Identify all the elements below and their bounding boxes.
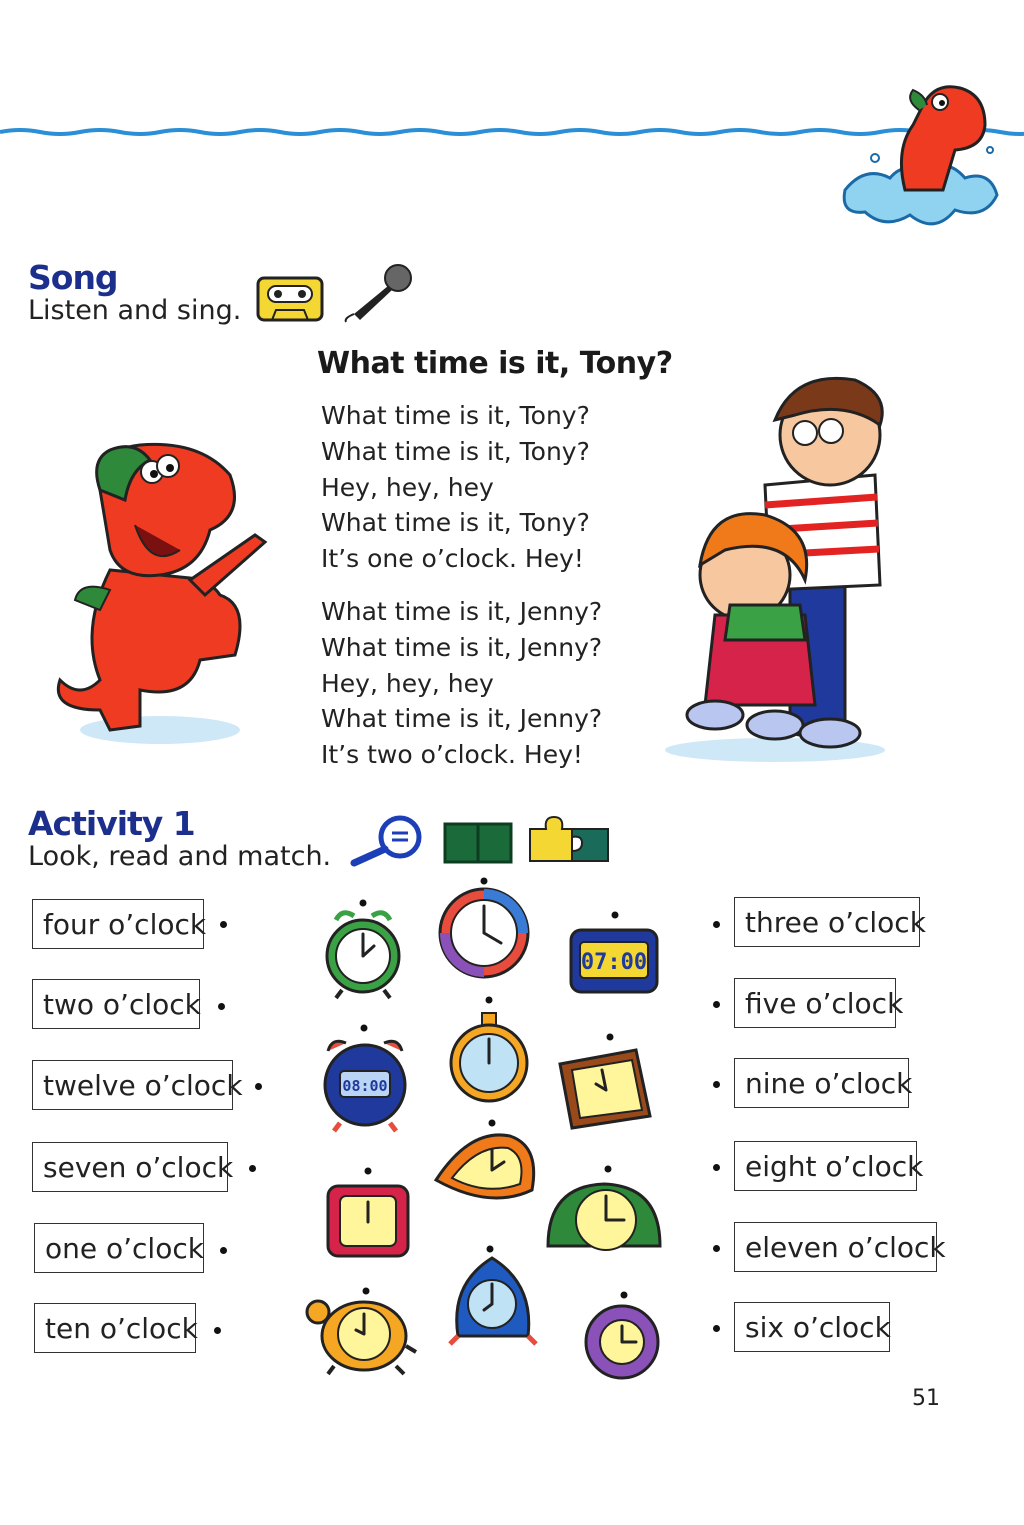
match-dot[interactable] [218,1003,225,1010]
digital-time-8: 08:00 [342,1077,388,1095]
book-icon [443,822,513,864]
clock-purple-round [580,1290,666,1380]
lyric-line: It’s two o’clock. Hey! [321,740,583,770]
children-illustration [655,365,895,765]
red-dinosaur-illustration [40,430,280,750]
clock-rainbow [434,876,534,978]
lyric-line: What time is it, Tony? [321,508,590,538]
match-dot[interactable] [713,1081,720,1088]
song-heading: Song [28,258,118,297]
lyric-line: What time is it, Jenny? [321,596,603,626]
clock-triangle-orange [430,1118,538,1210]
label-box-left[interactable]: twelve o’clock [32,1060,233,1110]
activity-heading: Activity 1 [28,804,195,843]
clock-square-wood [556,1032,654,1132]
lyrics-block [321,398,602,790]
label-box-right[interactable]: three o’clock [734,897,920,947]
stanza-2 [321,594,602,773]
match-dot[interactable] [713,1245,720,1252]
label-box-right[interactable]: nine o’clock [734,1058,909,1108]
match-dot[interactable] [220,921,227,928]
lyric-line: What time is it, Jenny? [321,632,603,662]
dinosaur-splash-illustration [835,70,1005,240]
lyric-line: What time is it, Tony? [321,401,590,430]
puzzle-icon [528,815,610,865]
page-number: 51 [912,1386,940,1411]
label-box-left[interactable]: two o’clock [32,979,200,1029]
label-box-left[interactable]: four o’clock [32,899,204,949]
match-dot[interactable] [713,1325,720,1332]
clock-stopwatch [444,995,534,1105]
label-box-right[interactable]: five o’clock [734,978,896,1028]
label-box-left[interactable]: seven o’clock [32,1142,228,1192]
activity-instruction: Look, read and match. [28,841,332,872]
match-dot[interactable] [214,1327,221,1334]
match-dot[interactable] [713,1001,720,1008]
clock-digital-alarm [318,1023,412,1133]
cassette-icon [256,276,324,322]
stanza-1 [321,398,602,577]
clock-green-alarm [322,898,404,1000]
lyric-line: It’s one o’clock. Hey! [321,544,584,574]
lyric-line: What time is it, Jenny? [321,704,603,734]
clock-digital-blue [568,910,660,996]
match-dot[interactable] [220,1247,227,1254]
label-box-right[interactable]: eleven o’clock [734,1222,937,1272]
lyric-line: Hey, hey, hey [321,668,494,698]
song-title: What time is it, Tony? [317,346,673,381]
match-dot[interactable] [249,1165,256,1172]
song-instruction: Listen and sing. [28,295,242,326]
label-box-right[interactable]: six o’clock [734,1302,890,1352]
label-box-right[interactable]: eight o’clock [734,1141,917,1191]
microphone-icon [340,262,415,324]
match-dot[interactable] [713,1164,720,1171]
label-box-left[interactable]: one o’clock [34,1223,204,1273]
magnifier-icon [348,815,428,867]
match-dot[interactable] [713,921,720,928]
clock-rocket [450,1244,536,1348]
clock-turtle [304,1286,420,1376]
label-box-left[interactable]: ten o’clock [34,1303,196,1353]
digital-time-7: 07:00 [580,950,648,975]
lyric-line: Hey, hey, hey [321,472,494,502]
clock-red-square [324,1166,412,1264]
lyric-line: What time is it, Tony? [321,436,590,466]
match-dot[interactable] [255,1083,262,1090]
clock-green-dome [544,1164,664,1264]
